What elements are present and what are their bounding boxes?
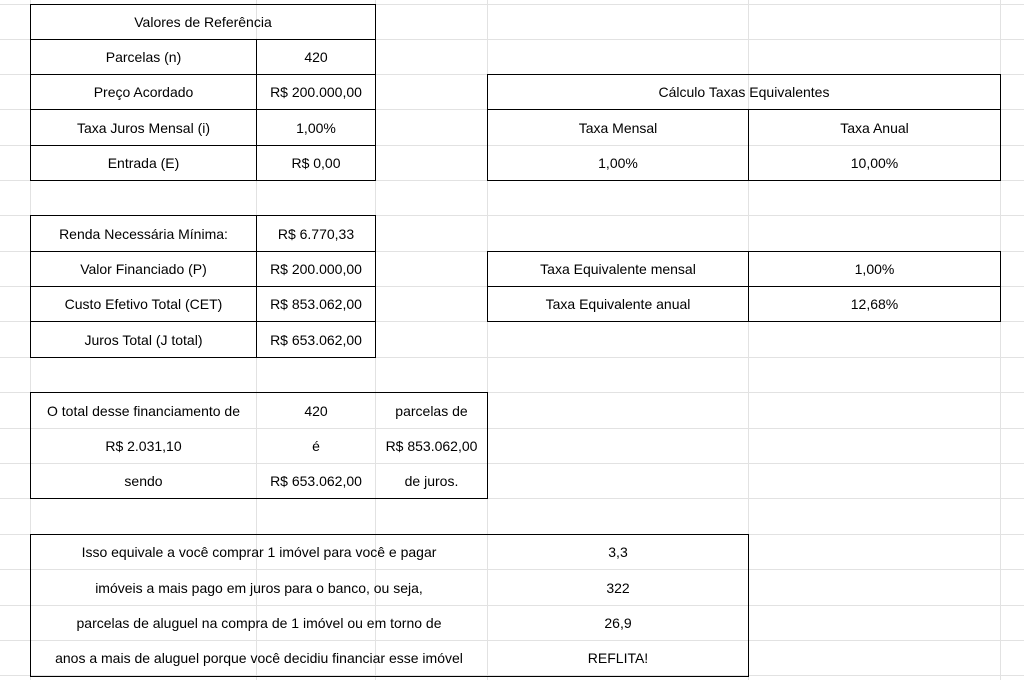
referencia-label-parcelas[interactable]: Parcelas (n) <box>105 49 182 65</box>
renda-label-financiado[interactable]: Valor Financiado (P) <box>80 261 207 277</box>
taxas-value-anual[interactable]: 10,00% <box>850 155 899 171</box>
equivalente-label-mensal[interactable]: Taxa Equivalente mensal <box>540 261 696 277</box>
reflexao-text-4[interactable]: anos a mais de aluguel porque você decidiu financiar esse imóvel <box>55 650 463 666</box>
renda-value-minima[interactable]: R$ 6.770,33 <box>277 225 355 242</box>
renda-label-cet[interactable]: Custo Efetivo Total (CET) <box>64 296 223 312</box>
reflexao-value-1[interactable]: 3,3 <box>608 544 628 560</box>
referencia-label-entrada[interactable]: Entrada (E) <box>107 155 180 171</box>
renda-value-juros[interactable]: R$ 653.062,00 <box>270 331 362 348</box>
taxas-value-mensal[interactable]: 1,00% <box>598 155 638 171</box>
taxas-header-mensal[interactable]: Taxa Mensal <box>578 119 658 136</box>
renda-label-minima[interactable]: Renda Necessária Mínima: <box>59 225 228 242</box>
referencia-label-taxa[interactable]: Taxa Juros Mensal (i) <box>76 119 211 136</box>
renda-label-juros[interactable]: Juros Total (J total) <box>84 331 203 348</box>
reflexao-value-2[interactable]: 322 <box>606 579 630 596</box>
resumo-cell-r3c3[interactable]: de juros. <box>404 473 459 489</box>
reflexao-value-4[interactable]: REFLITA! <box>587 650 649 666</box>
taxas-title[interactable]: Cálculo Taxas Equivalentes <box>658 84 830 100</box>
referencia-title[interactable]: Valores de Referência <box>134 14 272 30</box>
renda-value-financiado[interactable]: R$ 200.000,00 <box>270 261 362 277</box>
resumo-cell-r1c1[interactable]: O total desse financiamento de <box>46 402 240 419</box>
reflexao-value-3[interactable]: 26,9 <box>604 615 632 631</box>
referencia-value-entrada[interactable]: R$ 0,00 <box>291 155 341 171</box>
equivalente-label-anual[interactable]: Taxa Equivalente anual <box>545 296 691 312</box>
referencia-value-taxa[interactable]: 1,00% <box>296 119 336 136</box>
equivalente-value-anual[interactable]: 12,68% <box>850 296 899 312</box>
resumo-cell-r2c3[interactable]: R$ 853.062,00 <box>385 438 478 454</box>
resumo-cell-r1c3[interactable]: parcelas de <box>395 402 468 419</box>
reflexao-text-3[interactable]: parcelas de aluguel na compra de 1 imóvel ou em torno de <box>76 615 442 631</box>
resumo-cell-r1c2[interactable]: 420 <box>304 402 328 419</box>
resumo-cell-r3c2[interactable]: R$ 653.062,00 <box>270 473 362 489</box>
resumo-cell-r2c2[interactable]: é <box>312 438 320 454</box>
referencia-value-parcelas[interactable]: 420 <box>304 49 328 65</box>
renda-value-cet[interactable]: R$ 853.062,00 <box>270 296 362 312</box>
reflexao-text-1[interactable]: Isso equivale a você comprar 1 imóvel para você e pagar <box>81 544 437 560</box>
resumo-cell-r2c1[interactable]: R$ 2.031,10 <box>105 438 182 454</box>
reflexao-text-2[interactable]: imóveis a mais pago em juros para o banco, ou seja, <box>95 579 423 596</box>
referencia-label-preco[interactable]: Preço Acordado <box>93 84 194 100</box>
equivalente-value-mensal[interactable]: 1,00% <box>854 261 895 277</box>
taxas-header-anual[interactable]: Taxa Anual <box>840 119 909 136</box>
referencia-value-preco[interactable]: R$ 200.000,00 <box>270 84 362 100</box>
resumo-cell-r3c1[interactable]: sendo <box>124 473 163 489</box>
